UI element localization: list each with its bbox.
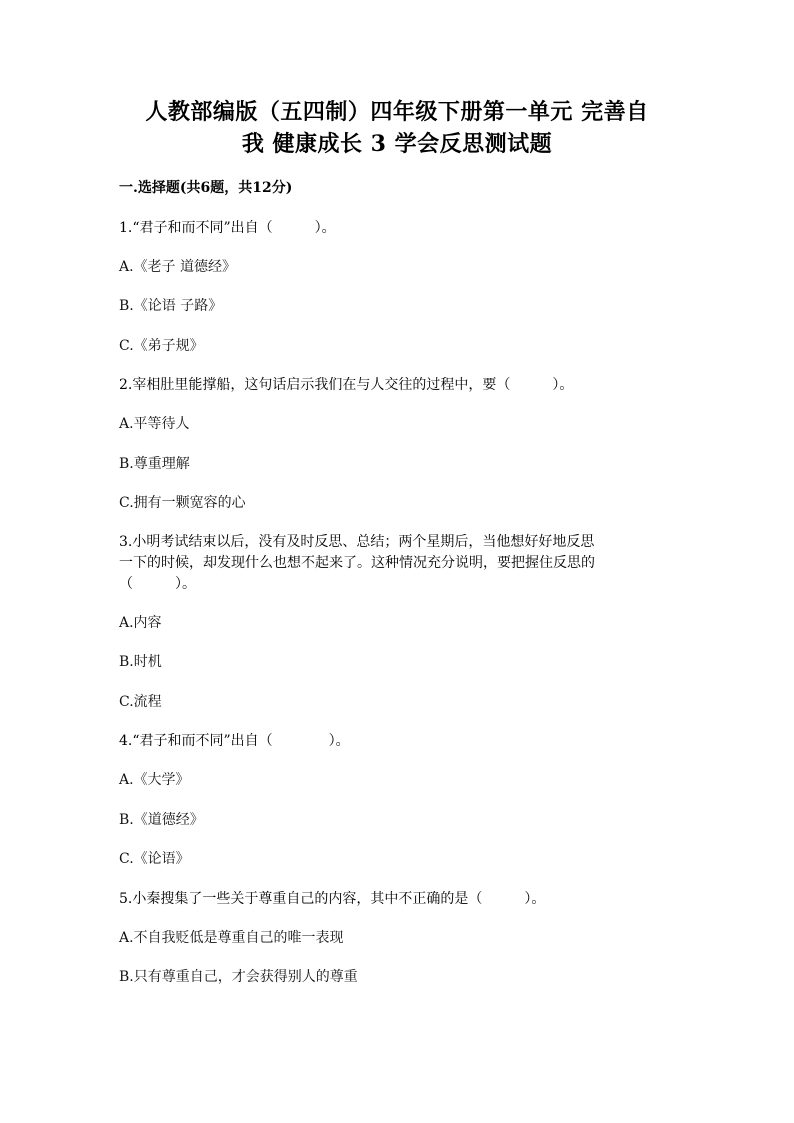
question-1-option-a: A.《老子 道德经》 [119,259,237,275]
question-2-option-c: C.拥有一颗宽容的心 [119,495,246,511]
question-1-option-c: C.《弟子规》 [119,338,204,354]
question-3-stem-line-3: （ ）。 [119,576,196,592]
question-4-stem: 4.“君子和而不同”出自（ ）。 [119,733,350,749]
question-3-stem-line-1: 3.小明考试结束以后，没有及时反思、总结；两个星期后，当他想好好地反思 [119,534,595,550]
question-4-option-b: B.《道德经》 [119,812,204,828]
section-heading: 一.选择题(共6题，共12分) [119,180,293,196]
title-line-2: 我 健康成长 3 学会反思测试题 [241,131,553,157]
question-1-stem: 1.“君子和而不同”出自（ ）。 [119,220,336,236]
question-2-option-b: B.尊重理解 [119,456,190,472]
document-title [100,96,694,160]
question-2-option-a: A.平等待人 [119,416,190,432]
question-2-stem: 2.宰相肚里能撑船，这句话启示我们在与人交往的过程中，要（ ）。 [119,377,574,393]
question-3-option-b: B.时机 [119,654,162,670]
question-3-stem-line-2: 一下的时候，却发现什么也想不起来了。这种情况充分说明，要把握住反思的 [119,555,595,571]
question-3-option-a: A.内容 [119,615,162,631]
question-1-option-b: B.《论语 子路》 [119,298,223,314]
question-5-option-a: A.不自我贬低是尊重自己的唯一表现 [119,930,344,946]
title-line-1: 人教部编版（五四制）四年级下册第一单元 完善自 [145,99,649,125]
question-5-stem: 5.小秦搜集了一些关于尊重自己的内容，其中不正确的是（ ）。 [119,891,546,907]
question-3-option-c: C.流程 [119,694,162,710]
question-4-option-a: A.《大学》 [119,772,190,788]
question-4-option-c: C.《论语》 [119,851,190,867]
question-5-option-b: B.只有尊重自己，才会获得别人的尊重 [119,969,358,985]
